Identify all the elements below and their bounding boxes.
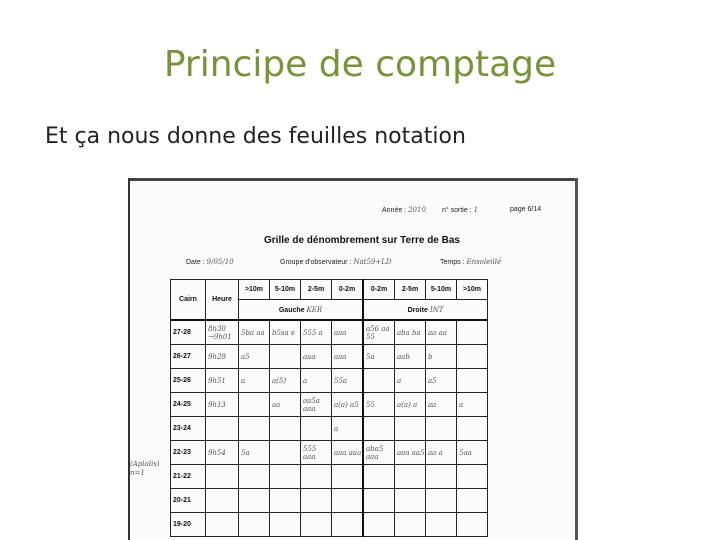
count-cell: [457, 465, 488, 489]
count-cell: [270, 489, 301, 513]
header-distance: 2-5m: [301, 280, 332, 300]
header-left-side: [239, 300, 364, 321]
count-cell: [239, 513, 270, 537]
scan-edge-top: [130, 178, 578, 181]
count-cell: 5aa: [457, 441, 488, 465]
grid-row: [171, 465, 488, 489]
grid-row: [171, 369, 488, 393]
grid-title: Grille de dénombrement sur Terre de Bas: [264, 235, 460, 246]
cairn-cell: 27-28: [171, 320, 206, 345]
count-cell: [301, 417, 332, 441]
count-cell: a: [457, 393, 488, 417]
count-cell: a5: [426, 369, 457, 393]
cairn-cell: 25-26: [171, 369, 206, 393]
count-cell: aa a: [426, 441, 457, 465]
sheet-year: [382, 206, 426, 214]
count-cell: aaa: [332, 320, 364, 345]
sheet-page: page 6/14: [510, 206, 542, 213]
count-cell: [332, 489, 364, 513]
count-cell: a(5): [270, 369, 301, 393]
grid-row: [171, 417, 488, 441]
count-cell: [426, 465, 457, 489]
count-cell: aaa: [332, 345, 364, 369]
grid-row: [171, 320, 488, 345]
hour-cell: [206, 513, 239, 537]
count-cell: [270, 345, 301, 369]
header-distance: 0-2m: [332, 280, 364, 300]
count-cell: [332, 465, 364, 489]
droite-handwriting: INT: [429, 305, 444, 314]
count-cell: [457, 369, 488, 393]
count-cell: [426, 417, 457, 441]
count-cell: aba ba: [395, 320, 426, 345]
count-cell: [270, 417, 301, 441]
header-right-side: [363, 300, 488, 321]
scan-edge-right: [575, 178, 578, 540]
count-cell: 55: [363, 393, 395, 417]
count-cell: b5sa s: [270, 320, 301, 345]
temps-label: Temps :: [440, 259, 465, 266]
grid-row: [171, 441, 488, 465]
sheet-group: [280, 258, 392, 266]
count-cell: a(a) a5: [332, 393, 364, 417]
count-cell: a: [301, 369, 332, 393]
count-cell: b: [426, 345, 457, 369]
count-cell: [239, 393, 270, 417]
hour-cell: 9h13: [206, 393, 239, 417]
grid-row: [171, 393, 488, 417]
header-distance: 5-10m: [270, 280, 301, 300]
hour-cell: 9h28: [206, 345, 239, 369]
count-cell: a: [395, 369, 426, 393]
sortie-value: 1: [473, 206, 479, 214]
header-cairn: Cairn: [171, 280, 206, 321]
count-cell: aaa aa5: [395, 441, 426, 465]
count-cell: [301, 465, 332, 489]
grid-row: [171, 345, 488, 369]
count-cell: aa: [270, 393, 301, 417]
slide-title: Principe de comptage: [163, 44, 557, 85]
count-cell: [457, 513, 488, 537]
count-cell: aa5a aaa: [301, 393, 332, 417]
cairn-cell: 24-25: [171, 393, 206, 417]
count-cell: 5a: [363, 345, 395, 369]
hour-cell: 9h51: [206, 369, 239, 393]
count-cell: [363, 417, 395, 441]
count-cell: [363, 369, 395, 393]
count-cell: [270, 441, 301, 465]
count-cell: aaa aaa: [332, 441, 364, 465]
cairn-cell: 22-23: [171, 441, 206, 465]
header-distance: 5-10m: [426, 280, 457, 300]
header-distance: 0-2m: [363, 280, 395, 300]
count-cell: 555 a: [301, 320, 332, 345]
temps-value: Ensoleillé: [466, 258, 502, 266]
count-grid: [170, 279, 488, 537]
count-cell: [270, 513, 301, 537]
count-cell: [426, 489, 457, 513]
hour-cell: [206, 465, 239, 489]
count-cell: aa aa: [426, 320, 457, 345]
count-cell: [301, 513, 332, 537]
count-cell: aba5 aaa: [363, 441, 395, 465]
count-cell: 55a: [332, 369, 364, 393]
gauche-handwriting: KER: [306, 305, 323, 314]
annee-value: 2010: [408, 206, 426, 214]
count-cell: [457, 417, 488, 441]
count-cell: [363, 489, 395, 513]
count-cell: a: [239, 369, 270, 393]
header-distance: >10m: [457, 280, 488, 300]
count-cell: a: [332, 417, 364, 441]
count-cell: [270, 465, 301, 489]
hour-cell: 9h54: [206, 441, 239, 465]
sheet-date: [186, 258, 234, 266]
hour-cell: [206, 489, 239, 513]
cairn-cell: 21-22: [171, 465, 206, 489]
margin-note: (Aplolis) n=1: [130, 460, 160, 477]
groupe-value: Nat59+LD: [353, 258, 392, 266]
count-cell: [395, 489, 426, 513]
sheet-outing: [442, 206, 478, 214]
count-cell: 555 aaa: [301, 441, 332, 465]
header-distance: 2-5m: [395, 280, 426, 300]
count-cell: [426, 513, 457, 537]
count-cell: 5a: [239, 441, 270, 465]
groupe-label: Groupe d'observateur :: [280, 259, 352, 266]
header-hour: Heure: [206, 280, 239, 321]
count-cell: 5ba aa: [239, 320, 270, 345]
count-cell: [363, 465, 395, 489]
count-cell: [457, 345, 488, 369]
slide-subtitle: Et ça nous donne des feuilles notation: [45, 124, 466, 149]
header-row-distances: [171, 280, 488, 300]
count-cell: [457, 489, 488, 513]
annee-label: Année :: [382, 207, 407, 214]
grid-row: [171, 489, 488, 513]
count-cell: a(a) a: [395, 393, 426, 417]
sheet-weather: [440, 258, 501, 266]
count-cell: [301, 489, 332, 513]
count-cell: [363, 513, 395, 537]
sortie-label: n° sortie :: [442, 207, 472, 214]
count-cell: [395, 417, 426, 441]
count-cell: aab: [395, 345, 426, 369]
count-cell: a5: [239, 345, 270, 369]
hour-cell: 8h30 →9h01: [206, 320, 239, 345]
count-cell: [395, 513, 426, 537]
cairn-cell: 26-27: [171, 345, 206, 369]
header-distance: >10m: [239, 280, 270, 300]
scanned-sheet: [128, 178, 578, 540]
cairn-cell: 23-24: [171, 417, 206, 441]
count-cell: [239, 417, 270, 441]
gauche-label: Gauche: [278, 306, 305, 314]
count-cell: [239, 465, 270, 489]
date-label: Date :: [186, 259, 205, 266]
count-cell: aa: [426, 393, 457, 417]
count-cell: [395, 465, 426, 489]
droite-label: Droite: [407, 306, 428, 314]
hour-cell: [206, 417, 239, 441]
cairn-cell: 19-20: [171, 513, 206, 537]
count-cell: a56 aa 55: [363, 320, 395, 345]
grid-row: [171, 513, 488, 537]
count-cell: [457, 320, 488, 345]
count-cell: [239, 489, 270, 513]
cairn-cell: 20-21: [171, 489, 206, 513]
count-cell: [332, 513, 364, 537]
date-value: 9/05/10: [206, 258, 234, 266]
count-cell: aaa: [301, 345, 332, 369]
